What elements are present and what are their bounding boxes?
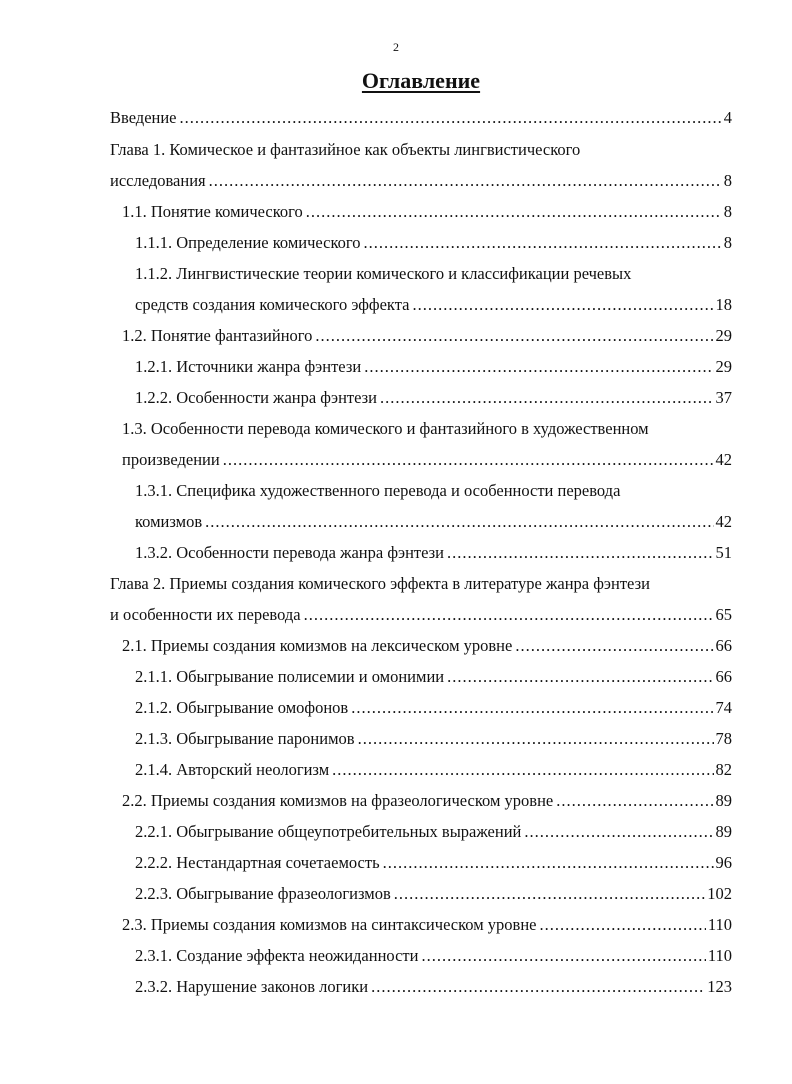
toc-entry-page: 110 (707, 915, 732, 934)
toc-entry-page: 4 (723, 108, 732, 127)
toc-entry-text: исследования (110, 171, 206, 190)
dot-leader (364, 228, 722, 258)
dot-leader (209, 166, 722, 196)
toc-entry-1-3-1[interactable] (135, 507, 732, 537)
dot-leader (304, 600, 714, 630)
toc-entry-text: 2.2.1. Обыгрывание общеупотребительных выражений (135, 822, 522, 841)
page-number: 2 (393, 40, 399, 54)
toc-entry-page: 8 (723, 171, 732, 190)
toc-entry-page: 123 (707, 977, 732, 996)
toc-entry-text: 1.2.1. Источники жанра фэнтези (135, 357, 362, 376)
toc-entry-2-2-3[interactable] (135, 879, 732, 909)
toc-entry-2-3-1[interactable] (135, 941, 732, 971)
toc-title: Оглавление (361, 68, 481, 93)
toc-entry-page: 66 (715, 636, 732, 655)
toc-entry-text: средств создания комического эффекта (135, 295, 410, 314)
toc-entry-text: 1.3.2. Особенности перевода жанра фэнтези (135, 543, 445, 562)
dot-leader (371, 972, 705, 1002)
toc-entry-2-1-1[interactable] (135, 662, 732, 692)
dot-leader (421, 941, 705, 971)
toc-entry-page: 78 (715, 729, 732, 748)
toc-entry-page: 42 (715, 512, 732, 531)
toc-entry-page: 29 (715, 326, 732, 345)
toc-entry-text: комизмов (135, 512, 203, 531)
toc-entry-1-1-1[interactable] (135, 228, 732, 258)
toc-entry-page: 42 (715, 450, 732, 469)
toc-entry-2-1-2[interactable] (135, 693, 732, 723)
toc-entry-1-1-2[interactable] (135, 290, 732, 320)
toc-entry-1-3-2[interactable] (135, 538, 732, 568)
dot-leader (515, 631, 713, 661)
toc-entry-text: 2.1.2. Обыгрывание омофонов (135, 698, 349, 717)
toc-entry-intro[interactable] (110, 103, 732, 133)
dot-leader (364, 352, 713, 382)
toc-entry-text: 2.3.2. Нарушение законов логики (135, 977, 369, 996)
toc-entry-1-2-2[interactable] (135, 383, 732, 413)
toc-entry-text: 2.3.1. Создание эффекта неожиданности (135, 946, 419, 965)
toc-entry-page: 66 (715, 667, 732, 686)
toc-entry-page: 8 (723, 233, 732, 252)
toc-entry-1-2-1[interactable] (135, 352, 732, 382)
dot-leader (412, 290, 713, 320)
toc-entry-1-1[interactable] (122, 197, 732, 227)
toc-entry-page: 29 (715, 357, 732, 376)
toc-entry-page: 37 (715, 388, 732, 407)
dot-leader (383, 848, 714, 878)
toc-entry-2-1-4[interactable] (135, 755, 732, 785)
toc-entry-text: 2.3. Приемы создания комизмов на синтаксическом уровне (122, 915, 537, 934)
toc-entry-text: 2.2. Приемы создания комизмов на фразеологическом уровне (122, 791, 554, 810)
toc-entry-chapter-1-line-1[interactable]: Глава 1. Комическое и фантазийное как объекты лингвистического (110, 140, 581, 159)
toc-entry-2-1[interactable] (122, 631, 732, 661)
dot-leader (447, 538, 713, 568)
dot-leader (332, 755, 713, 785)
toc-entry-2-3[interactable] (122, 910, 732, 940)
toc-entry-text: 1.2.2. Особенности жанра фэнтези (135, 388, 377, 407)
toc-entry-text: 2.2.2. Нестандартная сочетаемость (135, 853, 380, 872)
toc-entry-page: 51 (715, 543, 732, 562)
dot-leader (358, 724, 714, 754)
toc-entry-page: 82 (715, 760, 732, 779)
toc-entry-text: 1.2. Понятие фантазийного (122, 326, 313, 345)
toc-entry-text: 2.1.1. Обыгрывание полисемии и омонимии (135, 667, 445, 686)
toc-entry-page: 102 (707, 884, 732, 903)
dot-leader (180, 103, 722, 133)
toc-entry-text: 2.1.3. Обыгрывание паронимов (135, 729, 355, 748)
toc-entry-2-2-1[interactable] (135, 817, 732, 847)
dot-leader (306, 197, 722, 227)
toc-entry-text: произведении (122, 450, 220, 469)
dot-leader (223, 445, 714, 475)
toc-entry-text: 1.1.1. Определение комического (135, 233, 361, 252)
toc-entry-page: 74 (715, 698, 732, 717)
toc-entry-text: и особенности их перевода (110, 605, 301, 624)
dot-leader (205, 507, 713, 537)
toc-entry-2-3-2[interactable] (135, 972, 732, 1002)
toc-entry-text: 2.1. Приемы создания комизмов на лексическом уровне (122, 636, 513, 655)
toc-entry-page: 110 (707, 946, 732, 965)
toc-entry-text: 2.2.3. Обыгрывание фразеологизмов (135, 884, 391, 903)
toc-entry-chapter-2-line-1[interactable]: Глава 2. Приемы создания комического эффекта в литературе жанра фэнтези (110, 574, 650, 593)
dot-leader (394, 879, 706, 909)
dot-leader (380, 383, 714, 413)
toc-entry-text: 1.1. Понятие комического (122, 202, 303, 221)
dot-leader (315, 321, 713, 351)
dot-leader (540, 910, 706, 940)
toc-entry-page: 65 (715, 605, 732, 624)
dot-leader (447, 662, 713, 692)
dot-leader (524, 817, 713, 847)
toc-entry-2-2-2[interactable] (135, 848, 732, 878)
toc-entry-1-3[interactable] (122, 445, 732, 475)
toc-entry-page: 89 (715, 791, 732, 810)
toc-entry-1-1-2-line-1[interactable]: 1.1.2. Лингвистические теории комического и классификации речевых (135, 264, 632, 283)
dot-leader (351, 693, 713, 723)
toc-entry-page: 8 (723, 202, 732, 221)
dot-leader (556, 786, 713, 816)
toc-entry-page: 89 (715, 822, 732, 841)
toc-entry-page: 96 (715, 853, 732, 872)
toc-entry-1-3-line-1[interactable]: 1.3. Особенности перевода комического и фантазийного в художественном (122, 419, 649, 438)
toc-entry-text: 2.1.4. Авторский неологизм (135, 760, 330, 779)
toc-entry-page: 18 (715, 295, 732, 314)
toc-entry-chapter-1[interactable] (110, 166, 732, 196)
toc-entry-1-3-1-line-1[interactable]: 1.3.1. Специфика художественного перевода и особенности перевода (135, 481, 621, 500)
toc-entry-chapter-2[interactable] (110, 600, 732, 630)
toc-entry-text: Введение (110, 108, 177, 127)
toc-entry-2-2[interactable] (122, 786, 732, 816)
toc-entry-2-1-3[interactable] (135, 724, 732, 754)
toc-entry-1-2[interactable] (122, 321, 732, 351)
